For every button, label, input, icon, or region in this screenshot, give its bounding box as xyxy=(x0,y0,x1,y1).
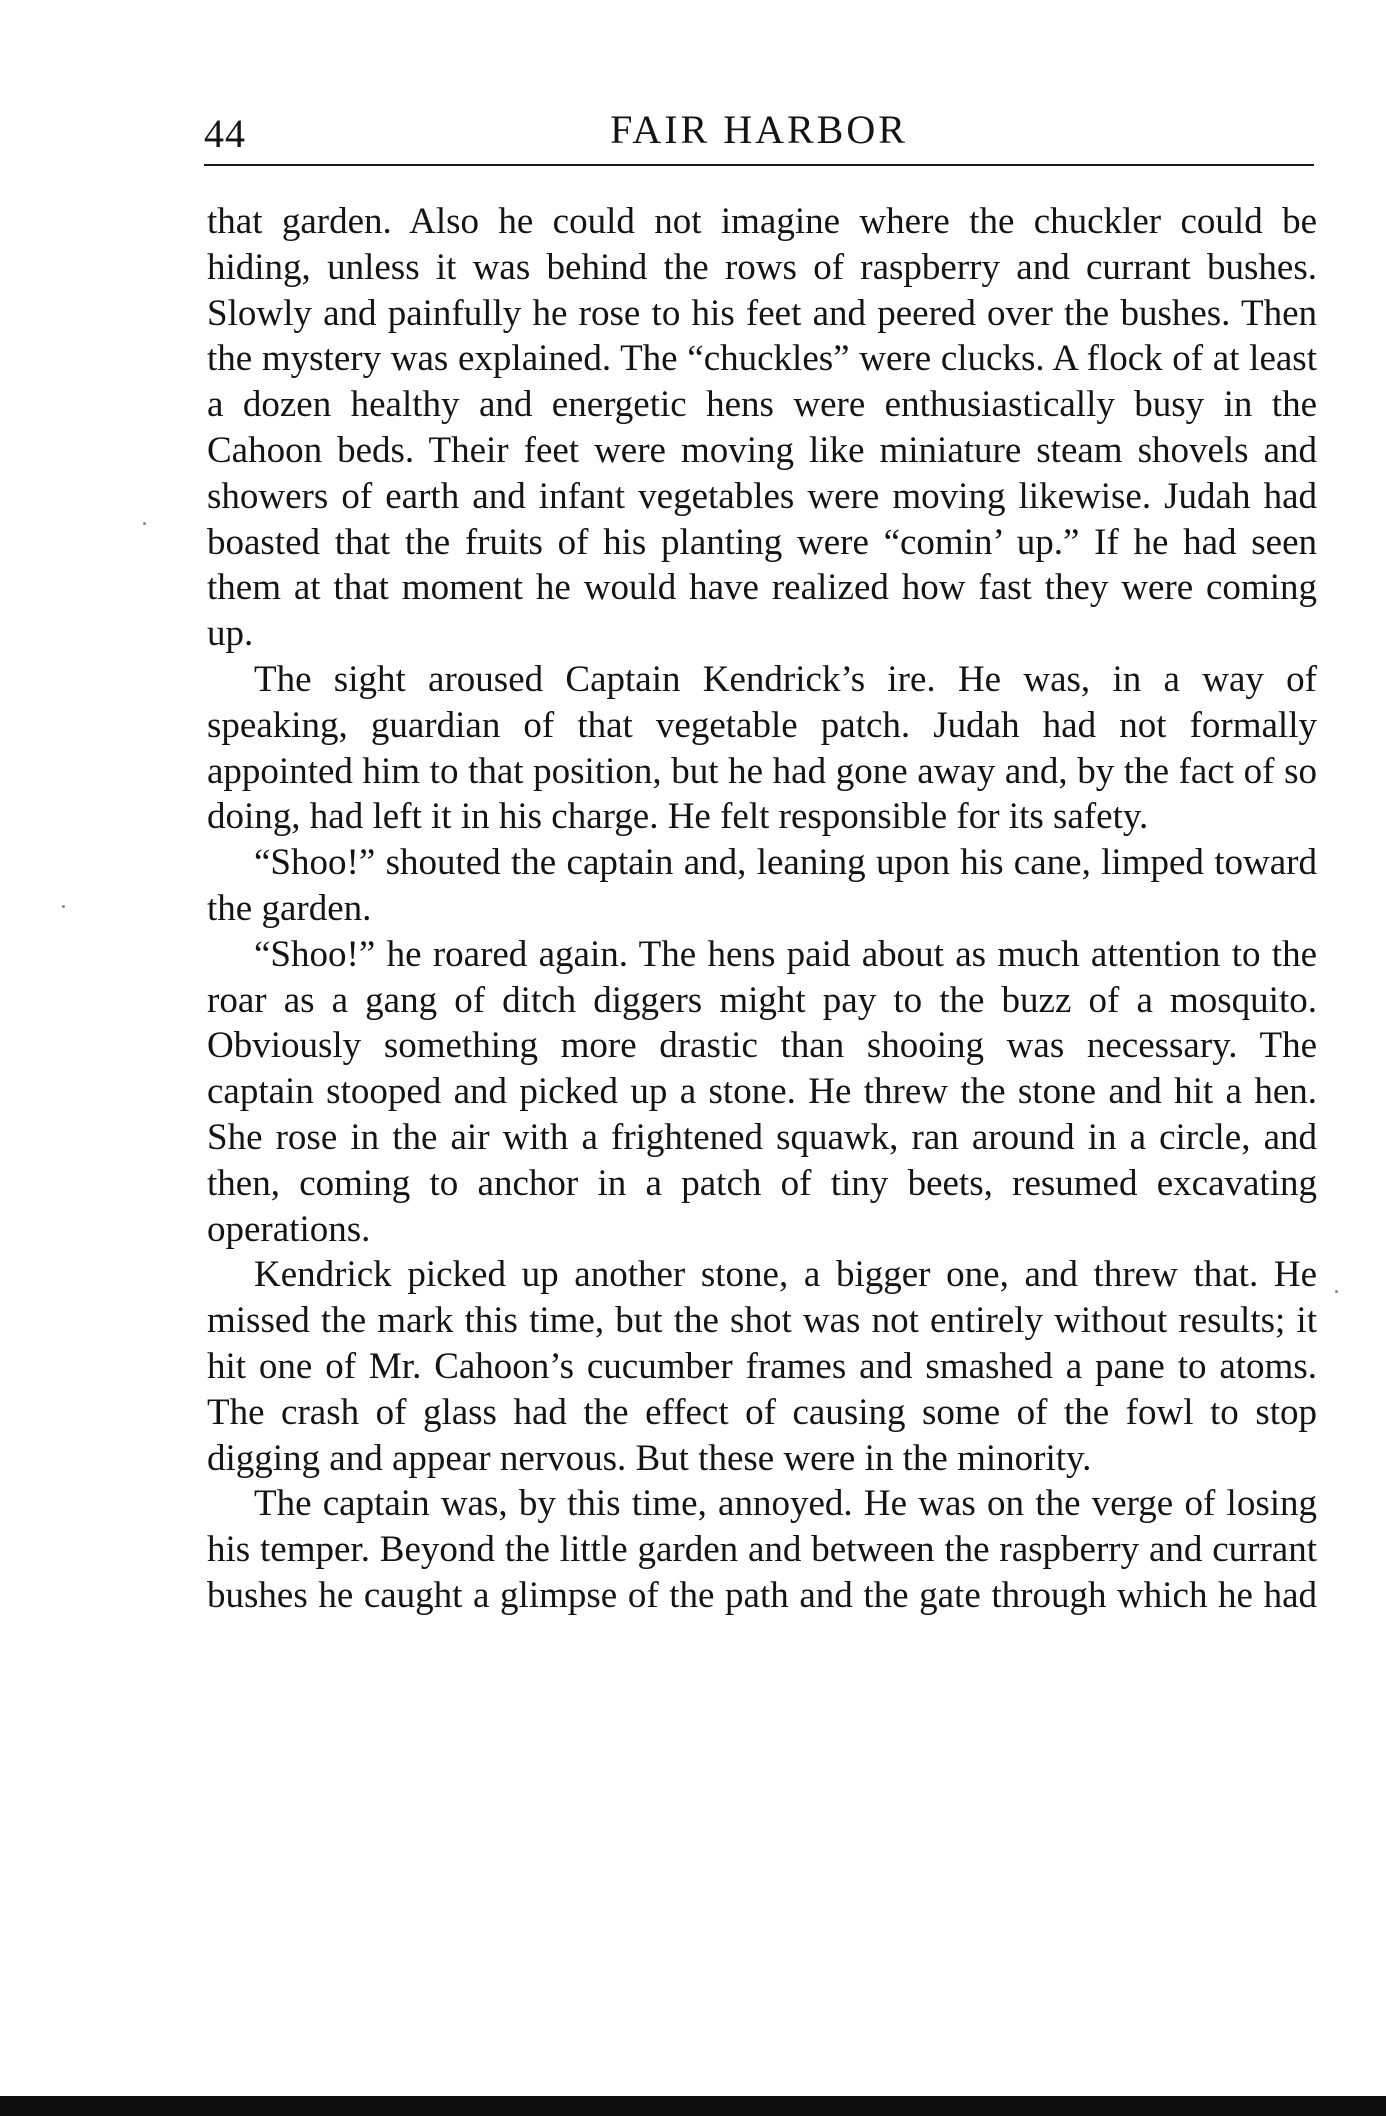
scan-speck xyxy=(143,522,146,525)
scan-speck xyxy=(62,905,65,908)
paragraph-3: “Shoo!” shouted the captain and, leaning upon his cane, limped toward the garden. xyxy=(207,842,1317,929)
body-text xyxy=(207,199,1317,1619)
paragraph-2: The sight aroused Captain Kendrick’s ire. He was, in a way of speaking, guardian of that vegetable patch. Judah had not formally appointed him to that position, but he had gone away and, by the fact of so doing, had left it in his charge. He felt responsible for its safety. xyxy=(207,658,1317,838)
scan-bottom-edge xyxy=(0,2096,1386,2116)
paragraph-4: “Shoo!” he roared again. The hens paid about as much attention to the roar as a gang of ditch diggers might pay to the buzz of a mosquito. Obviously something more drastic than shooing was necessary. The captain stooped and picked up a stone. He threw the stone and hit a hen. She rose in the air with a frightened squawk, ran around in a circle, and then, coming to anchor in a patch of tiny beets, resumed excavating operations. xyxy=(207,933,1317,1250)
paragraph-5: Kendrick picked up another stone, a bigger one, and threw that. He missed the mark this time, but the shot was not entirely without results; it hit one of Mr. Cahoon’s cucumber frames and smashed a pane to atoms. The crash of glass had the effect of causing some of the fowl to stop digging and appear nervous. But these were in the minority. xyxy=(207,1254,1317,1479)
paragraph-6: The captain was, by this time, annoyed. He was on the verge of losing his temper. Beyond the little garden and between the raspberry and currant bushes he caught a glimpse of the path and the gate through which he had xyxy=(207,1483,1317,1616)
paragraph-1: that garden. Also he could not imagine where the chuckler could be hiding, unless it was behind the rows of raspberry and currant bushes. Slowly and painfully he rose to his feet and peered over the bushes. Then the mystery was explained. The “chuckles” were clucks. A flock of at least a dozen healthy and energetic hens were enthusiastically busy in the Cahoon beds. Their feet were moving like miniature steam shovels and showers of earth and infant vegetables were moving likewise. Judah had boasted that the fruits of his planting were “comin’ up.” If he had seen them at that moment he would have realized how fast they were coming up. xyxy=(207,201,1317,655)
running-head: FAIR HARBOR xyxy=(610,107,908,152)
page-number: 44 xyxy=(204,111,246,156)
page-header xyxy=(204,104,1314,166)
scan-speck xyxy=(1335,1290,1338,1293)
